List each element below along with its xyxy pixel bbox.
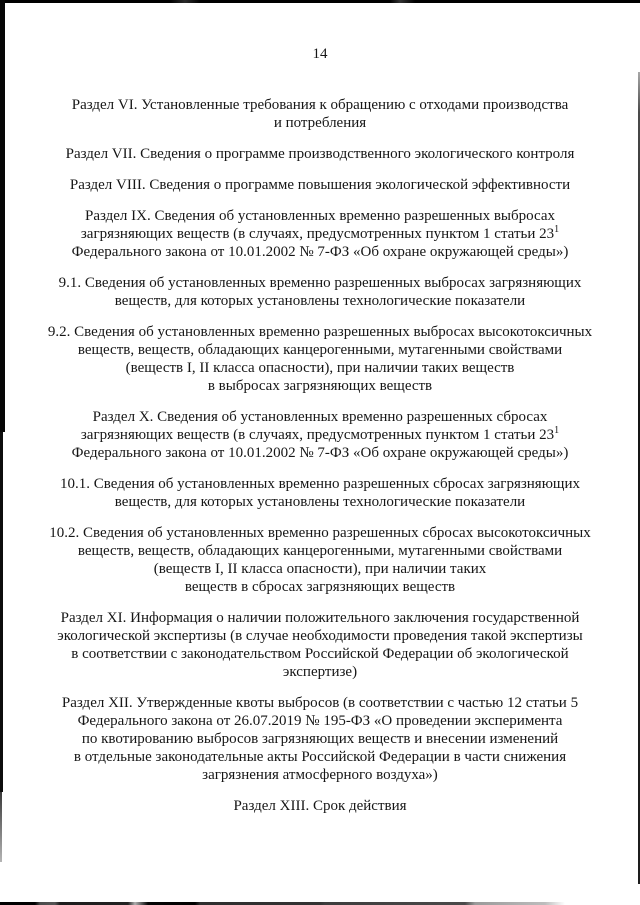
section-xii-heading [40,694,600,784]
item-10-2 [40,524,600,596]
text-line: загрязняющих веществ (в случаях, предусмотренных пунктом 1 статьи $23^1$ [80,224,560,242]
text-line: Раздел XI. Информация о наличии положительного заключения государственной [60,610,580,626]
text-line: 9.2. Сведения об установленных временно разрешенных выбросах высокотоксичных [47,324,593,340]
text-line: в отдельные законодательные акты Российской Федерации в части снижения [73,749,567,765]
text-line: по квотированию выбросов загрязняющих веществ и внесении изменений [81,731,559,747]
text-line: 10.2. Сведения об установленных временно разрешенных сбросах высокотоксичных [49,525,591,541]
scan-edge-top [0,0,640,3]
section-x-heading [40,408,600,462]
text-line: веществ, для которых установлены технологические показатели [114,494,526,510]
text-line: в соответствии с законодательством Российской Федерации об экологической [71,646,569,662]
text-line: Раздел VII. Сведения о программе производственного экологического контроля [65,146,575,162]
text-line: Раздел XIII. Срок действия [233,798,407,814]
text-line: (веществ I, II класса опасности), при наличии таких веществ [125,360,515,376]
item-9-2 [40,323,600,395]
text-line: загрязнения атмосферного воздуха») [202,767,438,783]
scan-edge-left-fade [0,792,2,862]
text-line: веществ, веществ, обладающих канцерогенными, мутагенными свойствами [77,543,563,559]
section-viii-heading [40,176,600,194]
text-line: веществ, для которых установлены технологические показатели [114,293,526,309]
text-line: Раздел VIII. Сведения о программе повышения экологической эффективности [69,177,571,193]
section-xi-heading [40,609,600,681]
section-xiii-heading [40,797,600,815]
section-vi-heading [40,96,600,132]
text-line: Раздел VI. Установленные требования к обращению с отходами производства [71,97,569,113]
scan-edge-left-upper [0,0,5,432]
text-line: (веществ I, II класса опасности), при наличии таких [153,561,487,577]
section-ix-heading [40,207,600,261]
item-10-1 [40,475,600,511]
text-line: веществ, веществ, обладающих канцерогенными, мутагенными свойствами [77,342,563,358]
text-line: веществ в сбросах загрязняющих веществ [184,579,456,595]
text-line: экологической экспертизы (в случае необходимости проведения такой экспертизы [57,628,583,644]
scan-edge-left-lower [0,432,3,792]
text-line: и потребления [273,115,367,131]
text-line: 9.1. Сведения об установленных временно разрешенных выбросах загрязняющих [58,275,582,291]
text-line: Федерального закона от 10.01.2002 № 7-ФЗ «Об охране окружающей среды») [71,445,569,461]
page-number: 14 [312,46,328,62]
footnote-superscript: 1 [554,224,560,235]
text-line: Раздел XII. Утвержденные квоты выбросов (в соответствии с частью 12 статьи 5 [61,695,579,711]
text-line: Федерального закона от 10.01.2002 № 7-ФЗ «Об охране окружающей среды») [71,244,569,260]
footnote-superscript: 1 [554,425,560,436]
text-line: Федерального закона от 26.07.2019 № 195-ФЗ «О проведении эксперимента [77,713,563,729]
text-line: в выбросах загрязняющих веществ [207,378,433,394]
text-line: Раздел X. Сведения об установленных временно разрешенных сбросах [92,409,548,425]
text-line: загрязняющих веществ (в случаях, предусмотренных пунктом 1 статьи $23^1$ [80,425,560,443]
item-9-1 [40,274,600,310]
document-body [40,63,600,815]
text-line: экспертизе) [282,664,358,680]
section-vii-heading [40,145,600,163]
text-line: Раздел IX. Сведения об установленных временно разрешенных выбросах [84,208,556,224]
text-line: 10.1. Сведения об установленных временно разрешенных сбросах загрязняющих [60,476,580,492]
